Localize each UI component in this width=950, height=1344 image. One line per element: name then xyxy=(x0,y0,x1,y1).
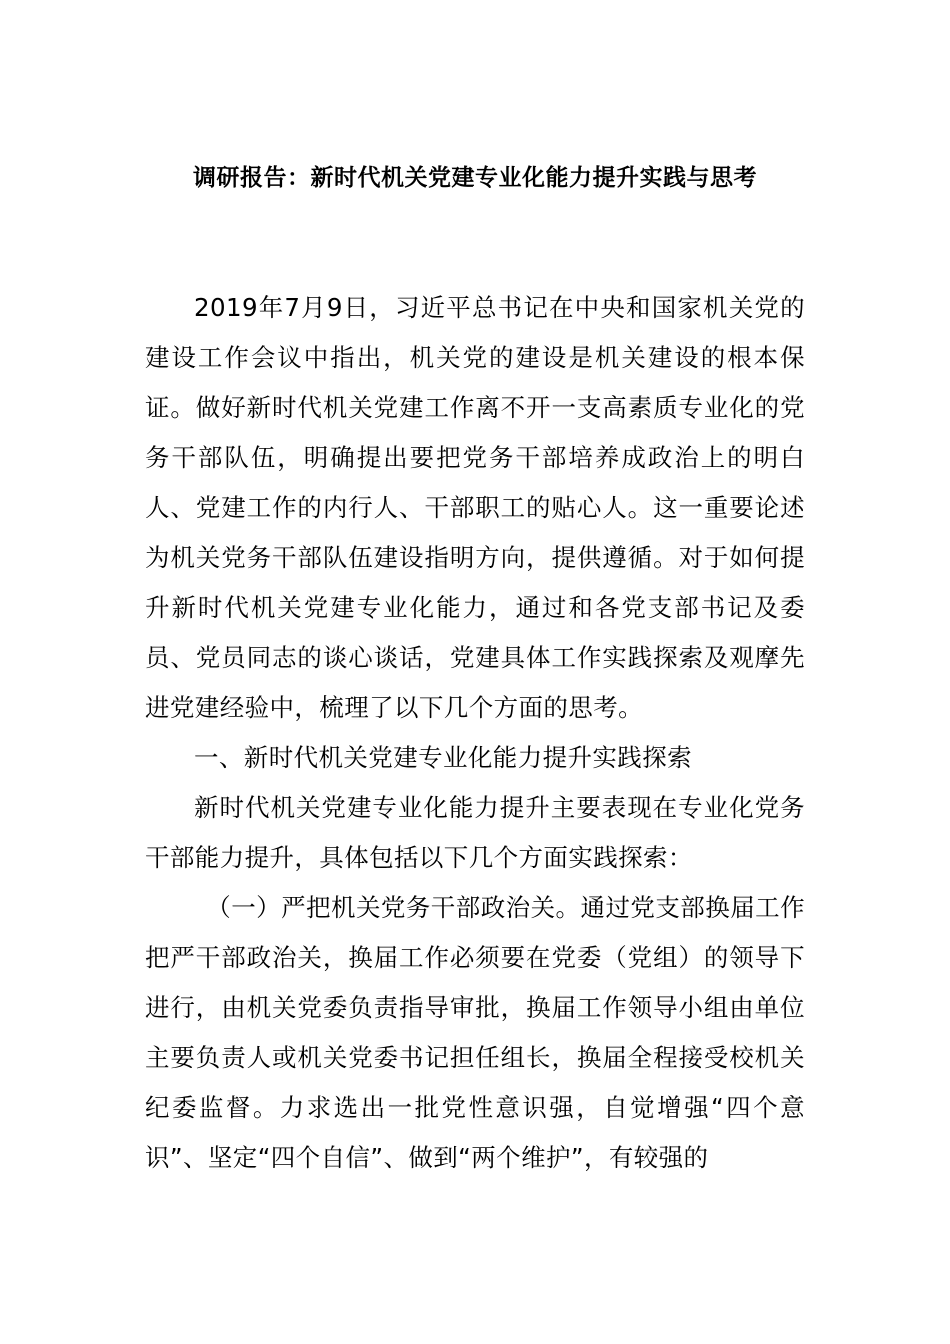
paragraph-subsection-1: （一）严把机关党务干部政治关。通过党支部换届工作把严干部政治关，换届工作必须要在党委（党组）的领导下进行，由机关党委负责指导审批，换届工作领导小组由单位主要负责人或机关党委书记担任组长，换届全程接受校机关纪委监督。力求选出一批党性意识强，自觉增强“四个意识”、坚定“四个自信”、做到“两个维护”，有较强的 xyxy=(145,893,805,1172)
document-title: 调研报告：新时代机关党建专业化能力提升实践与思考 xyxy=(193,165,757,191)
paragraph-intro: 2019年7月9日，习近平总书记在中央和国家机关党的建设工作会议中指出，机关党的建设是机关建设的根本保证。做好新时代机关党建工作离不开一支高素质专业化的党务干部队伍，明确提出要把党务干部培养成政治上的明白人、党建工作的内行人、干部职工的贴心人。这一重要论述为机关党务干部队伍建设指明方向，提供遵循。对于如何提升新时代机关党建专业化能力，通过和各党支部书记及委员、党员同志的谈心谈话，党建具体工作实践探索及观摩先进党建经验中，梳理了以下几个方面的思考。 xyxy=(145,293,805,722)
section-heading-1: 一、新时代机关党建专业化能力提升实践探索 xyxy=(194,743,692,772)
paragraph-section-1-intro: 新时代机关党建专业化能力提升主要表现在专业化党务干部能力提升，具体包括以下几个方面实践探索： xyxy=(145,793,805,872)
document-body xyxy=(145,283,805,1183)
